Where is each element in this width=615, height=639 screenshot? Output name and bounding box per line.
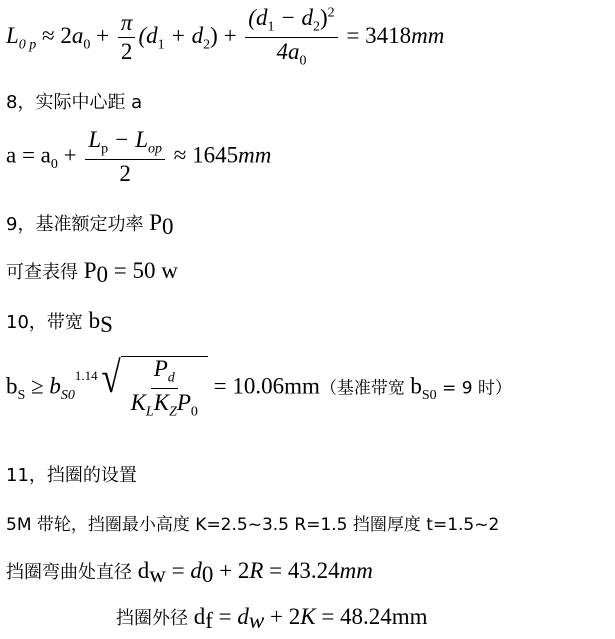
eq-lop-d2-sub: 2	[203, 37, 211, 53]
eq-bs-frac	[128, 357, 201, 421]
eq-bs-den-p: P	[176, 390, 191, 416]
sec10-sym: b	[88, 308, 101, 333]
eq-a-num-l: L	[88, 127, 102, 152]
eq-a-plus: +	[63, 142, 77, 168]
eq-lop-a0: a	[71, 23, 84, 49]
eq-bs-lhs-sub: S	[17, 388, 26, 404]
eq-bs-ge: ≥	[25, 373, 50, 399]
eq-lop-approx: ≈ 2	[42, 23, 72, 49]
sec9-sym-sub: 0	[161, 214, 174, 240]
df-dw-sub: w	[248, 608, 265, 634]
eq-lop-num-open: (d	[248, 5, 268, 30]
section-11-heading: 11，挡圈的设置	[6, 465, 137, 486]
eq-bs-den-k1: K	[130, 390, 146, 416]
df-result: = 48.24mm	[315, 604, 428, 629]
p0-line	[6, 258, 178, 288]
eq-lop-num-close: )	[320, 5, 328, 30]
eq-a-num-minus: − L	[108, 127, 148, 152]
radical-sign: √	[101, 353, 122, 402]
eq-bs-result: = 10.06mm	[207, 373, 320, 399]
p0-rest: = 50 w	[108, 258, 178, 283]
equation-a	[6, 128, 271, 186]
dw-result: = 43.24	[263, 558, 340, 583]
eq-lop-frac-d-den	[273, 38, 309, 69]
df-k: K	[300, 604, 316, 629]
eq-bs-num-p: P	[153, 356, 168, 381]
eq-a-num	[85, 128, 165, 160]
eq-a-lhs: a = a	[6, 142, 51, 168]
dw-sym: d	[137, 558, 150, 583]
dw-rest: + 2	[213, 558, 250, 583]
sec10-text: 10，带宽	[6, 312, 89, 333]
section-9-heading	[6, 210, 173, 240]
eq-lop-unit: mm	[411, 23, 445, 49]
sec10-sym-sub: S	[100, 312, 113, 338]
eq-bs-radicand	[121, 356, 208, 421]
eq-a-unit: mm	[238, 142, 272, 168]
eq-bs-note: （基准带宽	[319, 378, 411, 399]
section-10-heading	[6, 308, 113, 338]
eq-lop-paren: (d	[138, 23, 158, 49]
eq-lop-frac-d	[245, 6, 337, 70]
dw-d0: d	[190, 558, 202, 583]
eq-a-num-sub2: op	[147, 141, 162, 157]
eq-lop-plus1: +	[96, 23, 110, 49]
eq-lop-plus-mid: + d	[164, 23, 204, 49]
sec9-sym: P	[149, 210, 162, 235]
df-sym: d	[193, 604, 206, 629]
eq-bs-num	[151, 357, 178, 389]
eq-lop-close: )	[210, 23, 218, 49]
eq-bs-num-sub: d	[167, 370, 175, 386]
eq-lop-pi: π	[118, 11, 136, 38]
equation-df	[116, 604, 428, 634]
sec9-text: 9，基准额定功率	[6, 214, 150, 235]
eq-bs-den	[128, 389, 201, 420]
eq-lop-plus2: +	[223, 23, 237, 49]
dw-sym-sub: w	[149, 562, 166, 588]
eq-a-num-sub: p	[101, 141, 109, 157]
eq-lop-result: = 3418	[346, 23, 412, 49]
equation-dw	[6, 558, 373, 588]
eq-lop-frac-d-num	[245, 6, 337, 38]
eq-lop-den-4a: 4a	[276, 39, 300, 65]
df-sym-sub: f	[205, 608, 213, 634]
eq-bs-den-k2: K	[153, 390, 170, 416]
eq-a-den: 2	[119, 161, 131, 187]
eq-bs-root	[99, 353, 208, 421]
dw-eq: =	[165, 558, 191, 583]
p0-text: 可查表得	[6, 262, 84, 283]
eq-bs-den-p-sub: 0	[190, 404, 198, 420]
eq-bs-note-rest: = 9 时）	[436, 378, 512, 399]
equation-lop	[6, 6, 444, 70]
pulley-5m-line: 5M 带轮，挡圈最小高度 K=2.5~3.5 R=1.5 挡圈厚度 t=1.5~2	[6, 515, 500, 535]
eq-bs-note-sub: S0	[421, 388, 437, 404]
eq-a-result: ≈ 1645	[173, 142, 239, 168]
eq-lop-frac-pi	[118, 11, 136, 64]
p0-sym-sub: 0	[96, 262, 109, 288]
eq-a-lhs-sub: 0	[50, 157, 58, 173]
eq-lop-num-sup: 2	[327, 5, 335, 21]
eq-lop-two: 2	[120, 39, 133, 65]
eq-bs-root-index: 1.14	[74, 367, 98, 383]
eq-bs-den-k2-sub: Z	[169, 404, 177, 420]
df-dw: d	[237, 604, 249, 629]
df-eq: =	[212, 604, 238, 629]
equation-bs	[6, 353, 512, 421]
eq-bs-b: b	[49, 373, 61, 399]
eq-lop-num-minus: − d	[274, 5, 313, 30]
eq-lop-lhs: L	[6, 23, 19, 49]
df-rest: + 2	[264, 604, 301, 629]
df-label: 挡圈外径	[116, 608, 194, 629]
eq-lop-a0-sub: 0	[83, 37, 91, 53]
eq-lop-d1-sub: 1	[157, 37, 165, 53]
eq-bs-lhs: b	[6, 373, 18, 399]
dw-r: R	[249, 558, 264, 583]
eq-lop-den-sub: 0	[299, 53, 307, 69]
eq-a-frac	[85, 128, 165, 186]
eq-lop-lhs-sub: 0 p	[18, 37, 37, 53]
eq-bs-b-sub: S0	[60, 388, 75, 404]
dw-unit: mm	[339, 558, 373, 583]
p0-sym: P	[83, 258, 97, 283]
eq-lop-num-d1-sub: 1	[267, 19, 275, 35]
eq-bs-den-k1-sub: L	[145, 404, 154, 420]
dw-d0-sub: 0	[201, 562, 214, 588]
eq-lop-num-d2-sub: 2	[313, 19, 320, 35]
section-8-heading: 8，实际中心距 a	[6, 92, 143, 113]
eq-bs-note-sym: b	[410, 373, 422, 399]
dw-label: 挡圈弯曲处直径	[6, 562, 138, 583]
